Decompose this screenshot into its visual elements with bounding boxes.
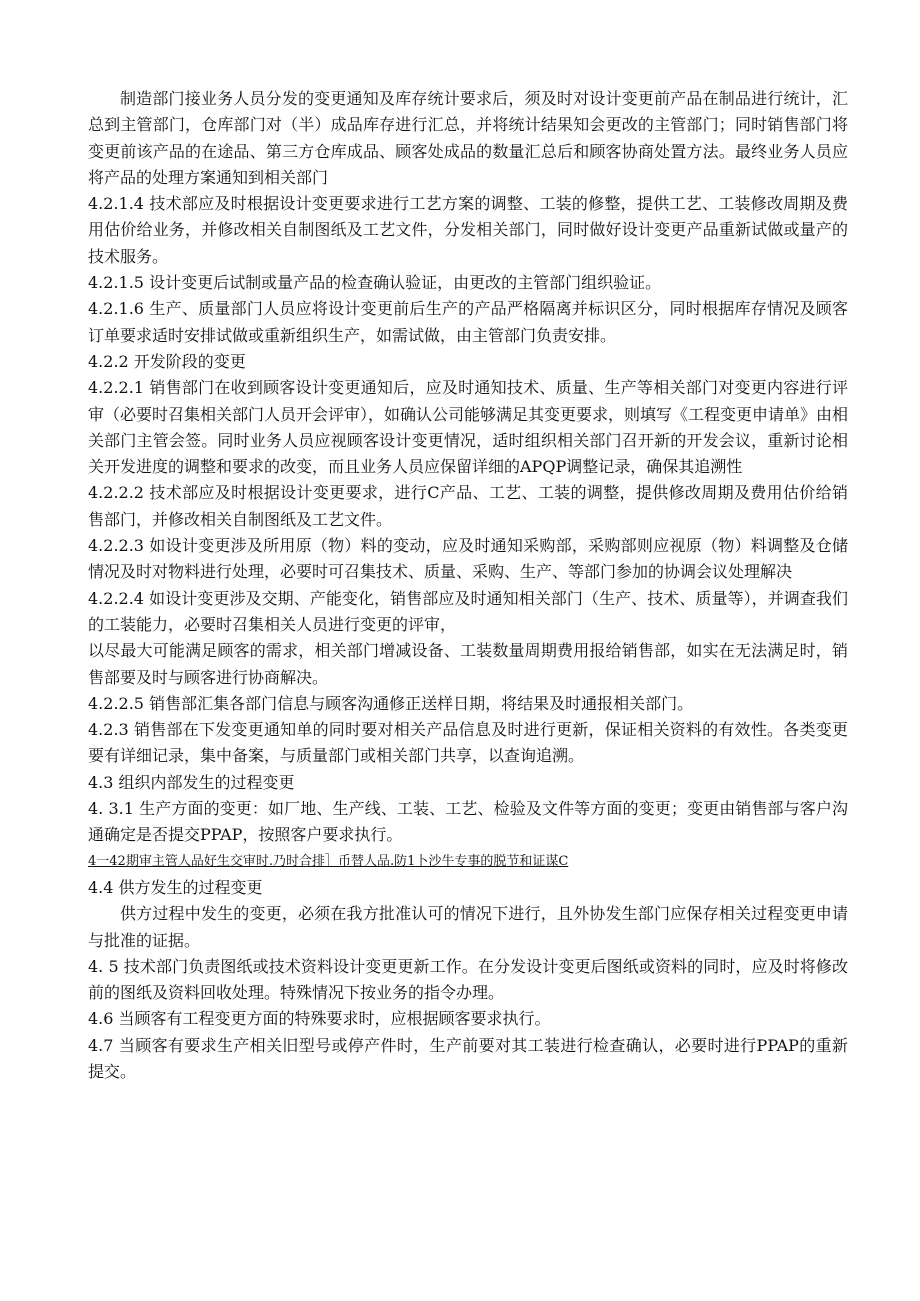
paragraph-4-2-2-2: 4.2.2.2 技术部应及时根据设计变更要求，进行C产品、工艺、工装的调整，提供修改周期及费用估价给销售部门，并修改相关自制图纸及工艺文件。 — [88, 483, 848, 529]
section-heading-4-4: 4.4 供方发生的过程变更 — [88, 877, 263, 897]
paragraph-4-2-2-1: 4.2.2.1 销售部门在收到顾客设计变更通知后，应及时通知技术、质量、生产等相关部门对变更内容进行评审（必要时召集相关部门人员开会评审），如确认公司能够满足其变更要求，则填写《工程变更申请单》由相关部门主管会签。同时业务人员应视顾客设计变更情况，适时组织相关部门召开新的开发会议，重新讨论相关开发进度的调整和要求的改变，而且业务人员应保留详细的APQP调整记录，确保其追溯性 — [88, 378, 849, 477]
paragraph-4-2-2-4-continued: 以尽最大可能满足顾客的需求，相关部门增减设备、工装数量周期费用报给销售部，如实在无法满足时，销售部要及时与顾客进行协商解决。 — [88, 641, 848, 687]
paragraph-4-2-1-4: 4.2.1.4 技术部应及时根据设计变更要求进行工艺方案的调整、工装的修整，提供工艺、工装修改周期及费用估价给业务，并修改相关自制图纸及工艺文件，分发相关部门，同时做好设计变更产品重新试做或量产的技术服务。 — [88, 194, 848, 266]
paragraph-4-6: 4.6 当顾客有工程变更方面的特殊要求时，应根据顾客要求执行。 — [88, 1009, 551, 1029]
paragraph-4-2-2-4: 4.2.2.4 如设计变更涉及交期、产能变化，销售部应及时通知相关部门（生产、技术、质量等），并调查我们的工装能力，必要时召集相关人员进行变更的评审， — [88, 588, 848, 634]
paragraph-4-2-1-5: 4.2.1.5 设计变更后试制或量产品的检查确认验证，由更改的主管部门组织验证。 — [88, 273, 662, 293]
document-page — [88, 86, 848, 1085]
paragraph-4-2-2-5: 4.2.2.5 销售部汇集各部门信息与顾客沟通修正送样日期，将结果及时通报相关部门。 — [88, 693, 694, 713]
paragraph-4-2-2-3: 4.2.2.3 如设计变更涉及所用原（物）料的变动，应及时通知采购部，采购部则应视原（物）料调整及仓储情况及时对物料进行处理，必要时可召集技术、质量、采购、生产、等部门参加的协调会议处理解决 — [88, 536, 848, 582]
paragraph-intro: 制造部门接业务人员分发的变更通知及库存统计要求后，须及时对设计变更前产品在制品进行统计，汇总到主管部门，仓库部门对（半）成品库存进行汇总，并将统计结果知会更改的主管部门；同时销售部门将变更前该产品的在途品、第三方仓库成品、顾客处成品的数量汇总后和顾客协商处置方法。最终业务人员应将产品的处理方案通知到相关部门 — [88, 89, 848, 187]
paragraph-4-2-3: 4.2.3 销售部在下发变更通知单的同时要对相关产品信息及时进行更新，保证相关资料的有效性。各类变更要有详细记录，集中备案，与质量部门或相关部门共享，以查询追溯。 — [88, 720, 848, 766]
section-heading-4-3: 4.3 组织内部发生的过程变更 — [88, 772, 295, 792]
paragraph-4-5: 4. 5 技术部门负责图纸或技术资料设计变更更新工作。在分发设计变更后图纸或资料的同时，应及时将修改前的图纸及资料回收处理。特殊情况下按业务的指令办理。 — [88, 956, 848, 1003]
paragraph-4-3-2-garbled: 4一42期审主管人品好生交审时.乃时合排］币替人品.防1卜沙牛专事的脱节和证谋C — [88, 853, 569, 869]
paragraph-4-3-1: 4. 3.1 生产方面的变更：如厂地、生产线、工装、工艺、检验及文件等方面的变更；变更由销售部与客户沟通确定是否提交PPAP，按照客户要求执行。 — [88, 799, 848, 845]
paragraph-4-2-1-6: 4.2.1.6 生产、质量部门人员应将设计变更前后生产的产品严格隔离并标识区分，同时根据库存情况及顾客订单要求适时安排试做或重新组织生产，如需试做，由主管部门负责安排。 — [88, 299, 848, 345]
paragraph-4-7: 4.7 当顾客有要求生产相关旧型号或停产件时，生产前要对其工装进行检查确认，必要时进行PPAP的重新提交。 — [88, 1035, 848, 1081]
paragraph-4-4-body: 供方过程中发生的变更，必须在我方批准认可的情况下进行，且外协发生部门应保存相关过程变更申请与批准的证据。 — [88, 904, 848, 950]
section-heading-4-2-2: 4.2.2 开发阶段的变更 — [88, 351, 246, 371]
